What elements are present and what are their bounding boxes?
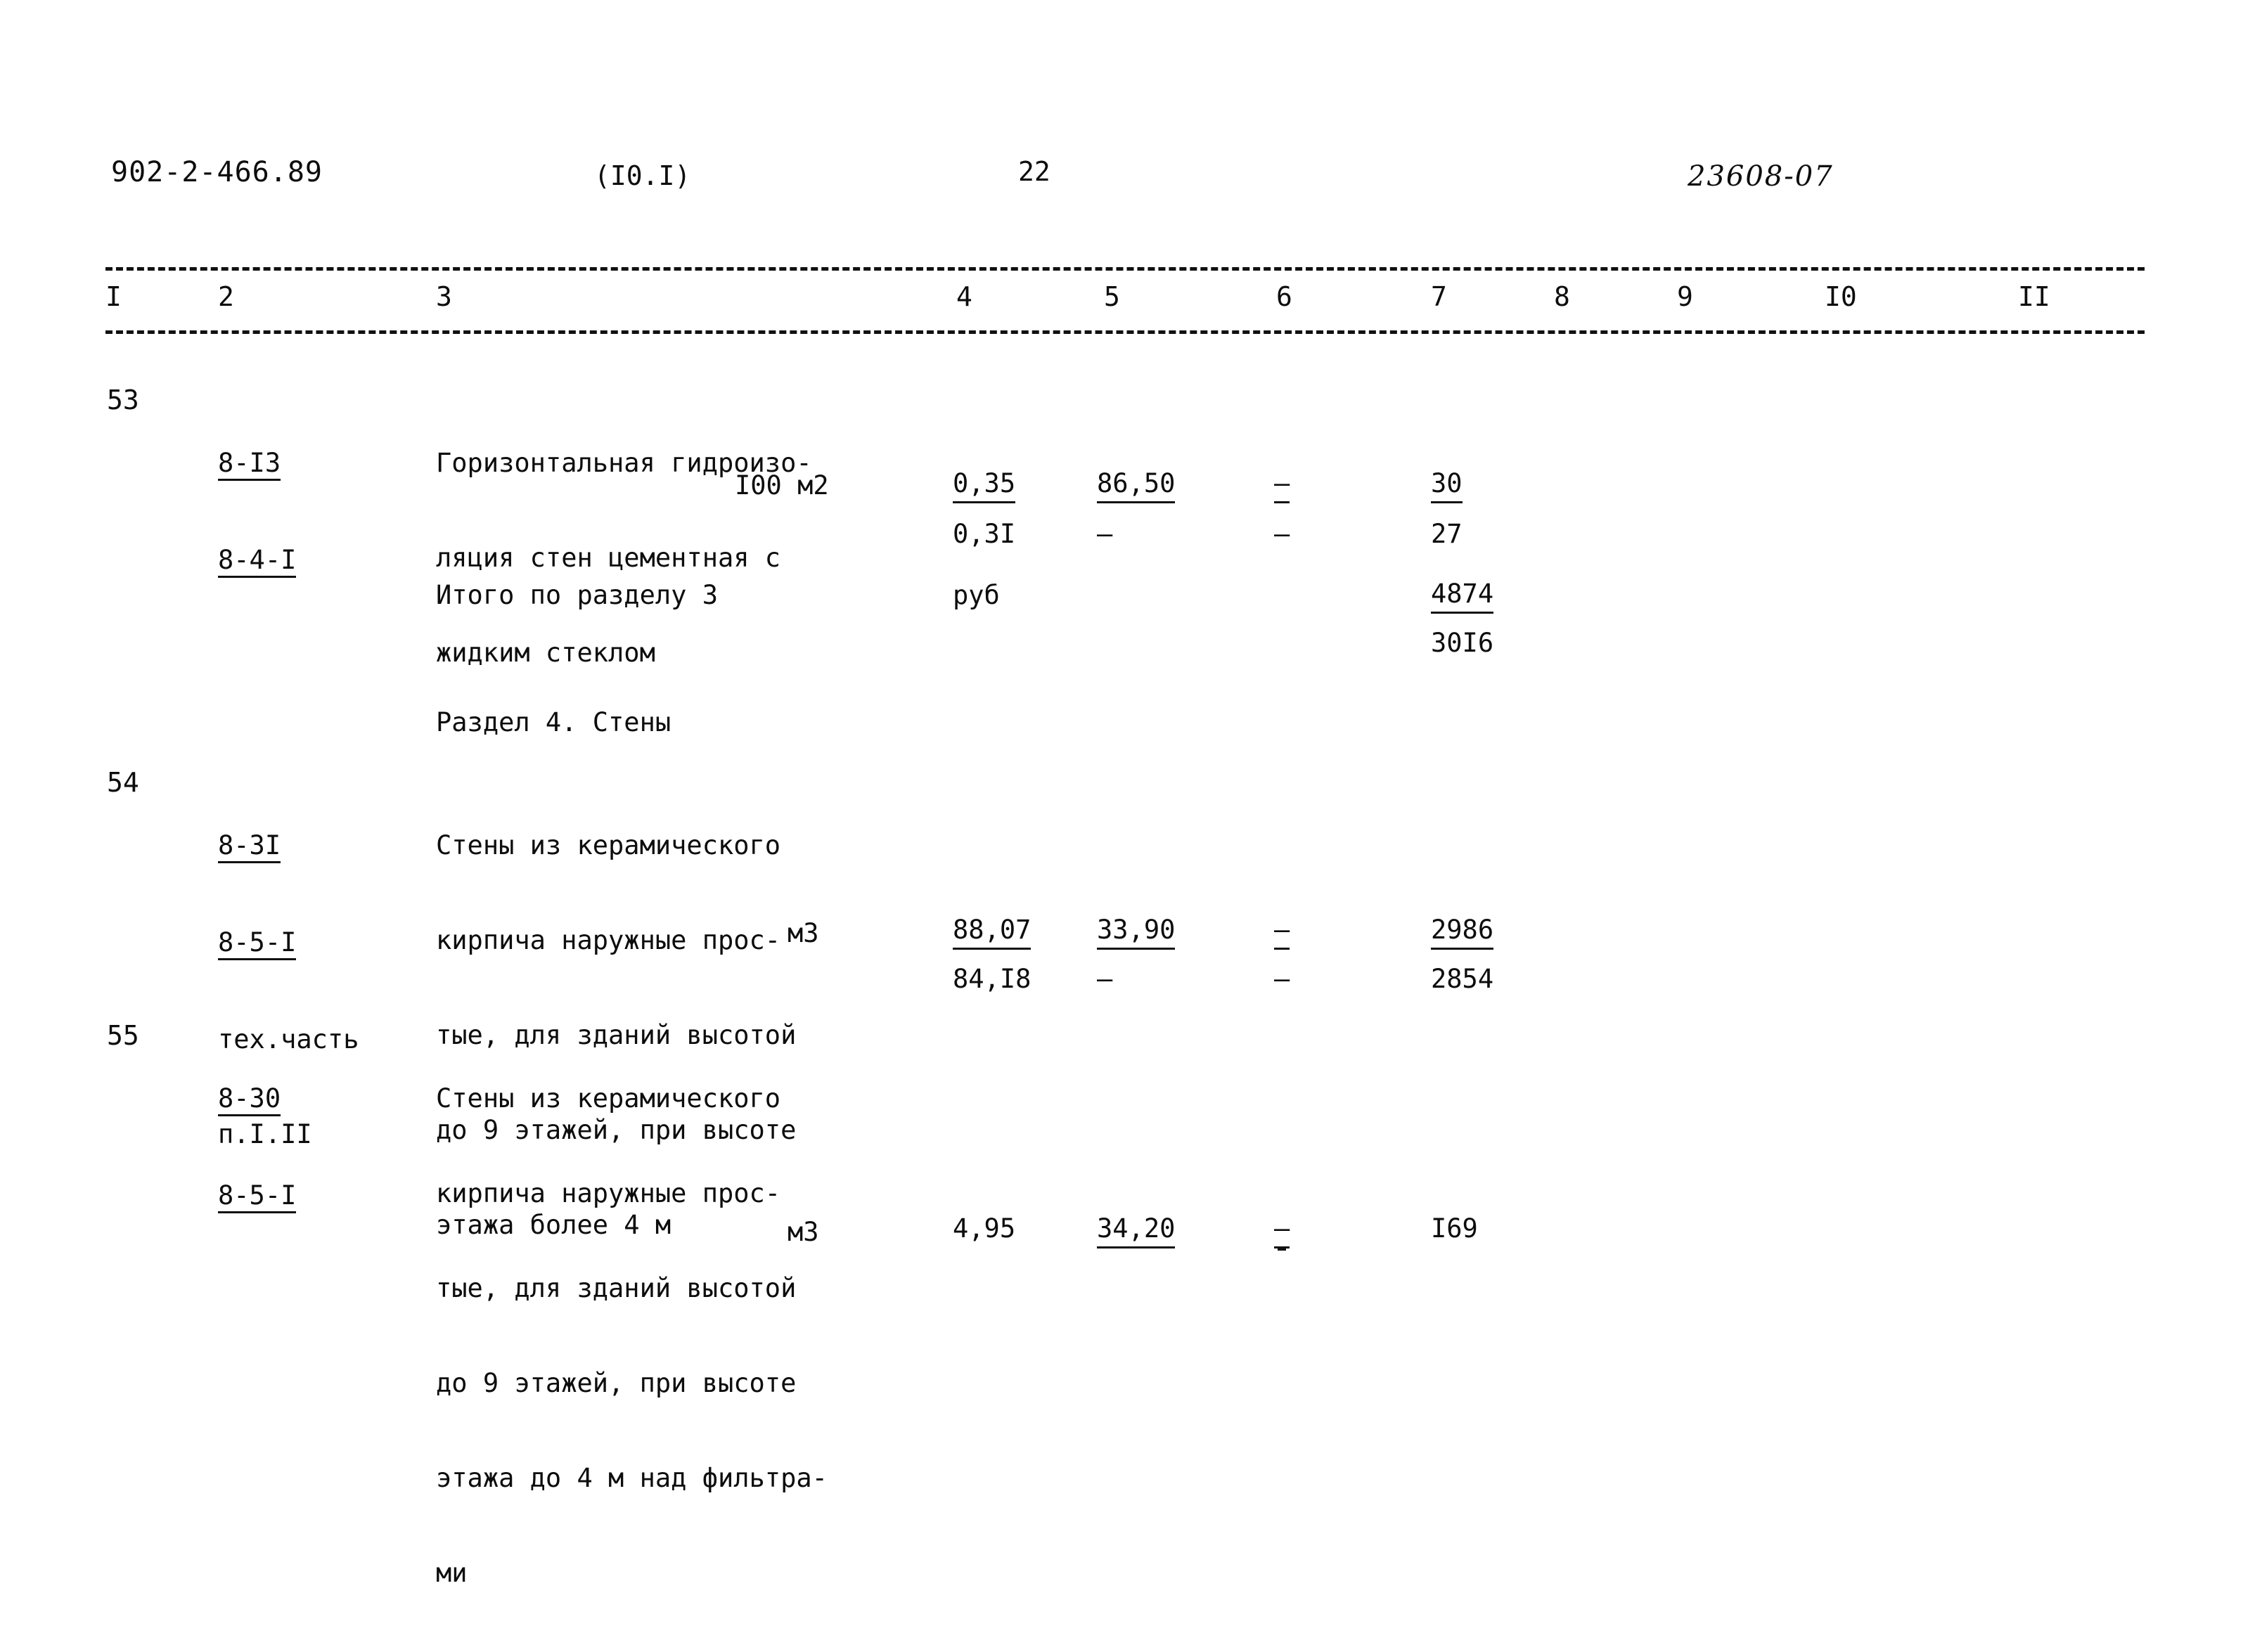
table-row: п.I.II xyxy=(218,1119,312,1149)
table-row: до 9 этажей, при высоте xyxy=(436,1115,797,1145)
section-label: (I0.I) xyxy=(594,160,691,191)
table-row: 27 xyxy=(1431,519,1463,549)
table-row: Стены из керамического xyxy=(436,830,781,860)
table-row: 0,35 xyxy=(953,467,1015,503)
table-row: Горизонтальная гидроизо- xyxy=(436,448,812,478)
table-row: тые, для зданий высотой xyxy=(436,1273,797,1303)
table-row: до 9 этажей, при высоте xyxy=(436,1368,797,1398)
table-row: 2986 xyxy=(1431,914,1493,950)
table-row: 4,95 xyxy=(953,1213,1016,1244)
table-row: 8-30 xyxy=(218,1083,281,1116)
archive-stamp: 23608-07 xyxy=(1688,160,1834,193)
table-rule-bottom xyxy=(105,330,2145,334)
table-row: 0,3I xyxy=(953,519,1016,549)
table-row: 8-4-I xyxy=(218,544,296,578)
table-row: 86,50 xyxy=(1097,467,1175,503)
table-row: 84,I8 xyxy=(953,964,1031,994)
column-number-7: 7 xyxy=(1431,281,1447,312)
table-row: – xyxy=(1274,964,1290,994)
table-row: 8-5-I xyxy=(218,1180,296,1213)
table-row: I69 xyxy=(1431,1213,1478,1244)
table-row: Итого по разделу 3 xyxy=(436,580,718,610)
column-number-row xyxy=(0,281,2243,321)
table-row: 33,90 xyxy=(1097,914,1175,950)
table-row: 4874 xyxy=(1431,578,1493,614)
table-row: м3 xyxy=(788,1217,819,1247)
table-row: 55 xyxy=(107,1020,139,1051)
table-row: 8-3I xyxy=(218,830,281,863)
table-row: – xyxy=(1274,467,1290,503)
column-number-3: 3 xyxy=(436,281,452,312)
document-code: 902-2-466.89 xyxy=(111,156,323,188)
column-number-8: 8 xyxy=(1554,281,1570,312)
table-row: руб xyxy=(953,580,1000,610)
table-row: – xyxy=(1097,519,1113,549)
table-row: – xyxy=(1097,964,1113,994)
table-row: Стены из керамического xyxy=(436,1083,781,1114)
table-row: ляция стен цементная с xyxy=(436,543,781,573)
column-number-4: 4 xyxy=(956,281,972,312)
table-row: м3 xyxy=(788,918,819,948)
section-title: Раздел 4. Стены xyxy=(436,707,671,737)
table-row: I00 м2 xyxy=(735,470,829,501)
table-row: 54 xyxy=(107,767,139,798)
table-row: 2854 xyxy=(1431,964,1494,994)
table-rule-top xyxy=(105,267,2145,271)
table-row: 53 xyxy=(107,385,139,415)
table-row: тех.часть xyxy=(218,1024,359,1054)
table-row: этажа более 4 м xyxy=(436,1210,671,1240)
table-row: 30I6 xyxy=(1431,628,1494,658)
table-row: кирпича наружные прос- xyxy=(436,925,781,955)
column-number-6: 6 xyxy=(1276,281,1292,312)
table-row: тые, для зданий высотой xyxy=(436,1020,797,1050)
table-row: 8-5-I xyxy=(218,927,296,960)
column-number-9: 9 xyxy=(1677,281,1693,312)
table-row: ми xyxy=(436,1558,468,1588)
table-row: 34,20 xyxy=(1097,1213,1175,1248)
column-number-10: I0 xyxy=(1825,281,1857,312)
table-row: – xyxy=(1274,1213,1290,1248)
table-row: кирпича наружные прос- xyxy=(436,1178,781,1208)
table-row: жидким стеклом xyxy=(436,638,655,668)
table-row: 8-I3 xyxy=(218,447,281,481)
table-row: 88,07 xyxy=(953,914,1031,950)
table-row: – xyxy=(1274,519,1290,549)
column-number-5: 5 xyxy=(1104,281,1120,312)
column-number-2: 2 xyxy=(218,281,234,312)
table-row: – xyxy=(1274,914,1290,950)
table-row: 30 xyxy=(1431,467,1463,503)
page-number: 22 xyxy=(1018,156,1050,187)
column-number-1: I xyxy=(105,281,122,312)
table-row: этажа до 4 м над фильтра- xyxy=(436,1463,828,1493)
column-number-11: II xyxy=(2018,281,2050,312)
